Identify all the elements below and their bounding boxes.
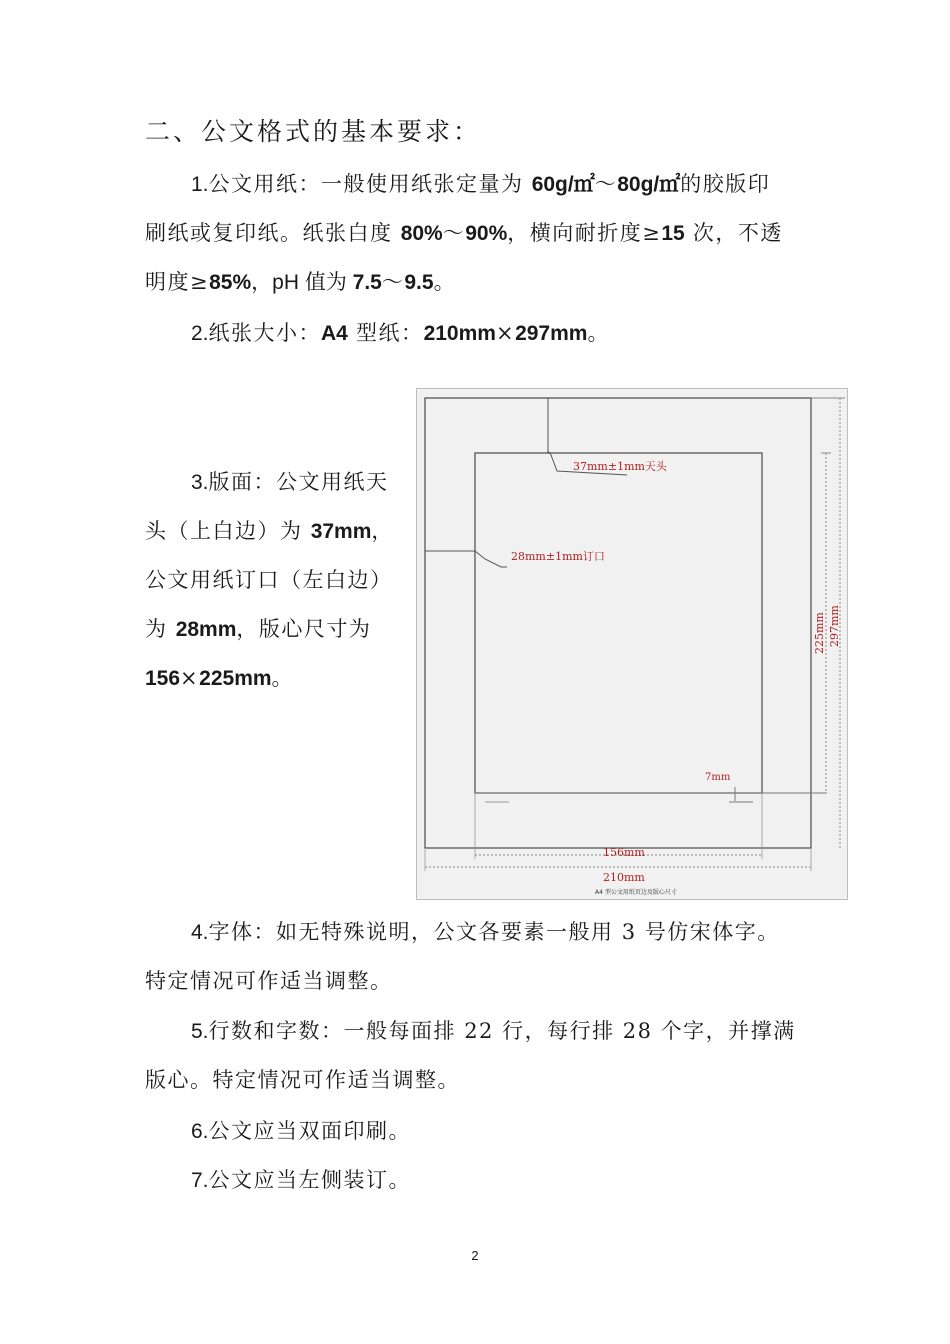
paragraph-line bbox=[145, 1156, 815, 1205]
text-run: 公文应当双面印刷。 bbox=[208, 1119, 412, 1143]
text-run: 行数和字数：一般每面排 22 行，每行排 28 个字，并撑满 bbox=[208, 1019, 796, 1043]
paragraph-lines bbox=[145, 1007, 815, 1105]
value-60g: 60g/㎡ bbox=[531, 173, 595, 196]
text-run: 字体：如无特殊说明，公文各要素一般用 3 号仿宋体字。 bbox=[208, 920, 780, 944]
text-run: 公文用纸：一般使用纸张定量为 bbox=[208, 172, 532, 196]
item-number: 1. bbox=[191, 173, 209, 196]
paragraph-line bbox=[145, 507, 407, 556]
a4-layout-diagram bbox=[416, 388, 848, 900]
text-run: 的胶版印 bbox=[680, 172, 771, 196]
item-number: 6. bbox=[191, 1120, 209, 1143]
left-margin-leader bbox=[475, 551, 507, 567]
label-210mm: 210mm bbox=[603, 871, 645, 884]
paragraph-line bbox=[145, 654, 407, 703]
item-number: 4. bbox=[191, 921, 209, 944]
label-225mm: 225mm bbox=[813, 612, 826, 654]
paragraph-paper bbox=[145, 160, 815, 307]
paragraph-line bbox=[145, 160, 815, 209]
paragraph-line bbox=[145, 1007, 815, 1056]
text-run: ～ bbox=[442, 221, 466, 245]
text-run: 版面：公文用纸天 bbox=[208, 470, 389, 494]
value-7-5: 7.5 bbox=[352, 271, 382, 294]
text-run: ， bbox=[371, 519, 394, 543]
page-number: 2 bbox=[471, 1248, 479, 1263]
text-run: 。 bbox=[587, 321, 610, 345]
value-15: 15 bbox=[661, 222, 685, 245]
paragraph-line bbox=[145, 605, 407, 654]
text-run: 公文应当左侧装订。 bbox=[208, 1168, 412, 1192]
paragraph-binding bbox=[145, 1156, 815, 1205]
text-run: ，横向耐折度≥ bbox=[507, 221, 662, 245]
type-area-outline bbox=[475, 453, 762, 793]
text-run: 为 bbox=[145, 617, 176, 641]
value-a4: A4 bbox=[321, 322, 348, 345]
text-run: 明度≥ bbox=[145, 270, 210, 294]
text-run: 刷纸或复印纸。纸张白度 bbox=[145, 221, 401, 245]
value-156: 156 bbox=[145, 667, 181, 690]
paragraph-font bbox=[145, 908, 815, 1006]
text-run: 。 bbox=[433, 270, 457, 294]
value-28mm: 28mm bbox=[175, 618, 237, 641]
value-80pct: 80% bbox=[400, 222, 443, 245]
text-run: 纸张大小： bbox=[208, 321, 322, 345]
section-heading: 二、公文格式的基本要求： bbox=[145, 117, 482, 146]
value-80g: 80g/㎡ bbox=[617, 173, 681, 196]
text-run: ～ bbox=[594, 172, 618, 196]
text-run: ～ bbox=[381, 270, 405, 294]
value-297mm: 297mm bbox=[515, 322, 588, 345]
text-run: × bbox=[180, 666, 200, 690]
value-225mm: 225mm bbox=[199, 667, 272, 690]
text-run: ，版心尺寸为 bbox=[236, 617, 372, 641]
top-margin-label: 37mm±1mm天头 bbox=[573, 460, 667, 473]
item-number: 7. bbox=[191, 1169, 209, 1192]
paragraph-size bbox=[145, 309, 815, 358]
left-margin-label: 28mm±1mm订口 bbox=[511, 550, 605, 563]
label-297mm: 297mm bbox=[828, 605, 841, 647]
diagram-canvas bbox=[417, 389, 847, 899]
paragraph-line bbox=[145, 556, 407, 605]
label-7mm: 7mm bbox=[705, 772, 731, 783]
item-number: 3. bbox=[191, 471, 209, 494]
value-9-5: 9.5 bbox=[404, 271, 434, 294]
paragraph-line bbox=[145, 1107, 815, 1156]
value-210mm: 210mm bbox=[423, 322, 496, 345]
text-run: 。 bbox=[271, 666, 295, 690]
paragraph-line bbox=[145, 458, 407, 507]
text-run: 次，不透 bbox=[684, 221, 783, 245]
figure-caption: A4 型公文用纸页边及版心尺寸 bbox=[595, 889, 677, 896]
paragraph-line bbox=[145, 908, 815, 957]
text-run: 版心。特定情况可作适当调整。 bbox=[145, 1068, 460, 1092]
value-37mm: 37mm bbox=[310, 520, 372, 543]
paragraph-line bbox=[145, 1056, 815, 1105]
value-90pct: 90% bbox=[465, 222, 508, 245]
paragraph-line bbox=[145, 258, 815, 307]
text-run: ，pH 值为 bbox=[251, 271, 353, 294]
text-run: 特定情况可作适当调整。 bbox=[145, 969, 393, 993]
paragraph-line bbox=[145, 309, 815, 358]
text-run: 型纸： bbox=[347, 321, 424, 345]
item-number: 5. bbox=[191, 1020, 209, 1043]
item-number: 2. bbox=[191, 322, 209, 345]
text-run: 头（上白边）为 bbox=[145, 519, 311, 543]
text-run: × bbox=[495, 321, 516, 345]
label-156mm: 156mm bbox=[603, 846, 645, 859]
paragraph-layout bbox=[145, 458, 407, 703]
text-run: 公文用纸订口（左白边） bbox=[145, 568, 393, 592]
paragraph-line bbox=[145, 957, 815, 1006]
paragraph-duplex bbox=[145, 1107, 815, 1156]
paragraph-line bbox=[145, 209, 815, 258]
value-85pct: 85% bbox=[209, 271, 252, 294]
